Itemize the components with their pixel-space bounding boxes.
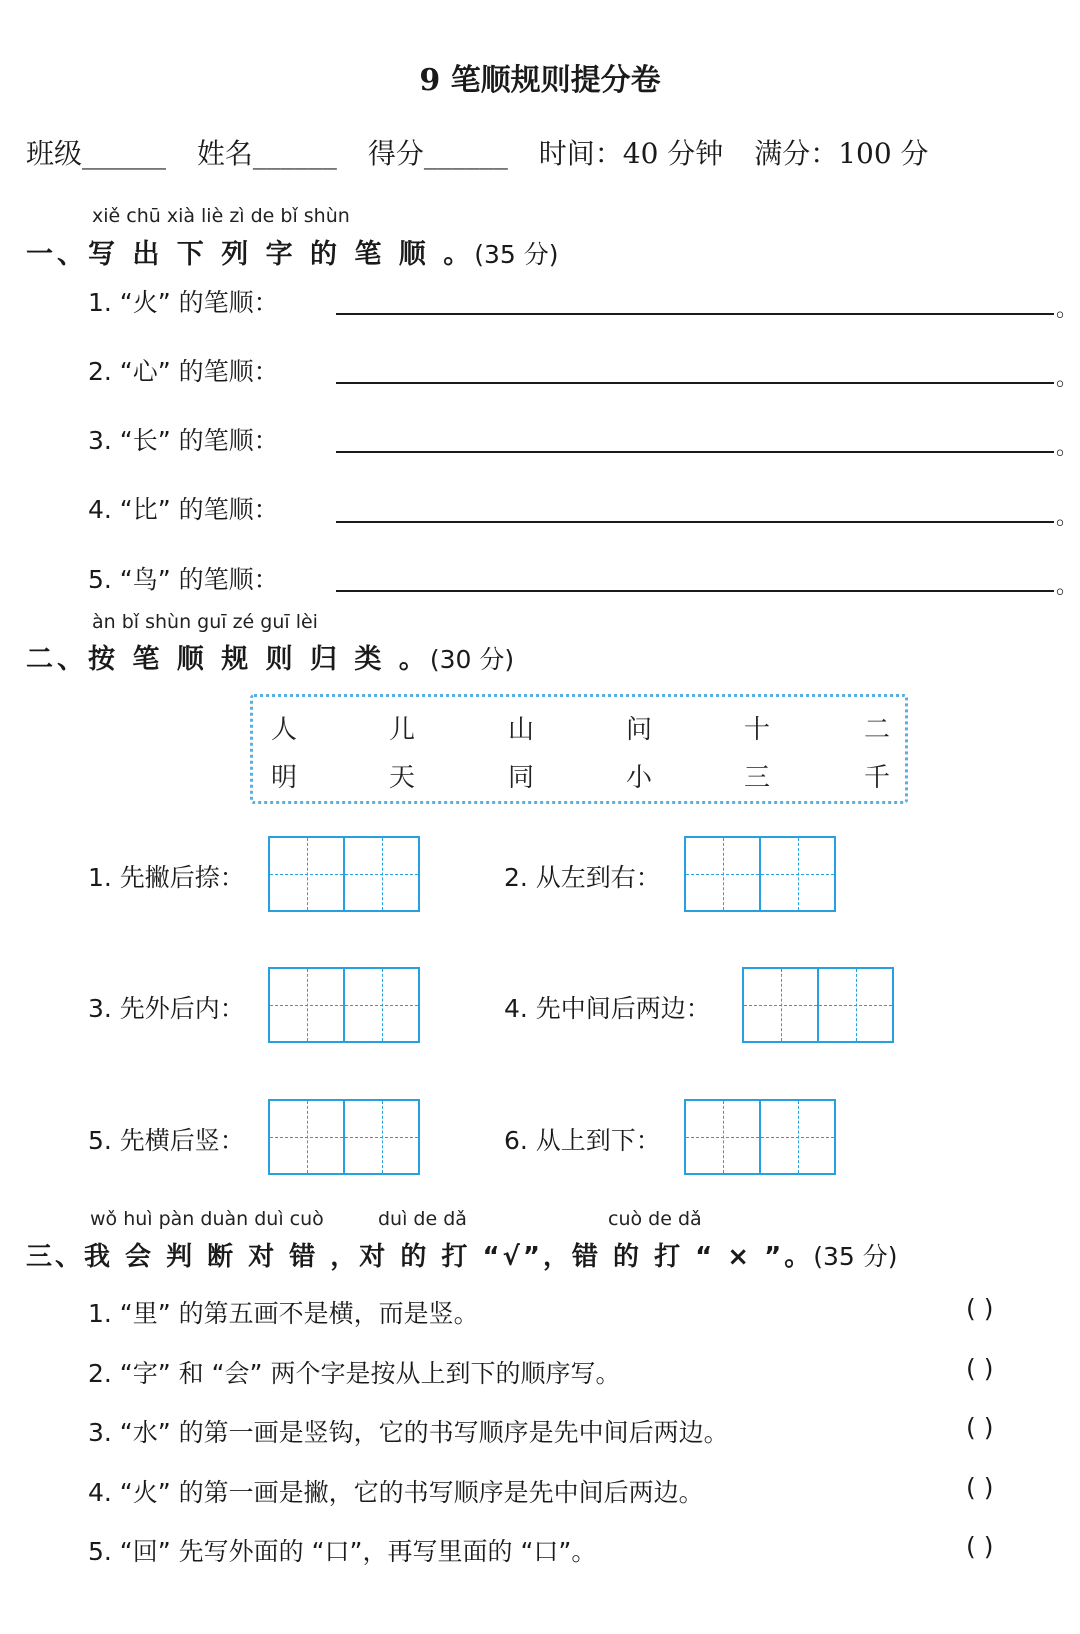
section1-heading [26,232,558,271]
class-field[interactable]: 班级______ [26,137,167,170]
section3-pinyin-1: wǒ huì pàn duàn duì cuò [90,1208,324,1230]
rule-4-grid[interactable] [742,967,894,1043]
s3-question-2: 2. “字” 和 “会” 两个字是按从上到下的顺序写。 [88,1359,621,1388]
s3-question-1: 1. “里” 的第五画不是横，而是竖。 [88,1299,479,1328]
section3-pinyin-3: cuò de dǎ [608,1208,702,1230]
rule-4-label: 4. 先中间后两边： [504,994,711,1023]
section1-pinyin: xiě chū xià liè zì de bǐ shùn [92,205,350,227]
s1-answer-line-5[interactable] [336,590,1054,592]
page-title: 9 笔顺规则提分卷 [419,63,661,98]
s1-answer-line-1[interactable] [336,313,1054,315]
section3-score: (35 分) [813,1242,898,1271]
char-r2-1: 明 [271,763,298,793]
s3-answer-paren-3[interactable]: ( ) [966,1413,994,1442]
rule-5-label: 5. 先横后竖： [88,1126,245,1155]
full-score-info: 满分：100 分 [754,137,929,170]
rule-1-label: 1. 先撇后捺： [88,863,245,892]
rule-1-grid[interactable] [268,836,420,912]
s3-answer-paren-4[interactable]: ( ) [966,1473,994,1502]
char-r1-4: 问 [626,715,653,745]
s1-answer-line-2[interactable] [336,382,1054,384]
s1-question-5: 5. “鸟” 的笔顺： [88,565,279,594]
char-r1-5: 十 [744,715,771,745]
char-r1-2: 儿 [389,715,416,745]
rule-3-label: 3. 先外后内： [88,994,245,1023]
s1-end-mark-2: 。 [1056,366,1079,391]
s1-answer-line-3[interactable] [336,451,1054,453]
s1-end-mark-1: 。 [1056,297,1079,322]
section2-heading [26,637,514,676]
char-r1-6: 二 [864,715,891,745]
student-info [26,132,951,172]
section3-heading [26,1236,897,1273]
s1-question-4: 4. “比” 的笔顺： [88,495,279,524]
char-r2-4: 小 [626,763,653,793]
section3-heading-text: 三、我 会 判 断 对 错 ，对 的 打 “√”，错 的 打 “ × ”。 [26,1242,814,1272]
rule-6-label: 6. 从上到下： [504,1126,661,1155]
char-r2-2: 天 [389,763,416,793]
section3-pinyin-2: duì de dǎ [378,1208,467,1230]
rule-3-grid[interactable] [268,967,420,1043]
rule-2-label: 2. 从左到右： [504,863,661,892]
section2-score: (30 分) [429,645,515,674]
s3-question-4: 4. “火” 的第一画是撇，它的书写顺序是先中间后两边。 [88,1478,704,1507]
s3-answer-paren-1[interactable]: ( ) [966,1294,994,1323]
section1-score: (35 分) [474,240,559,269]
s1-end-mark-3: 。 [1056,435,1079,460]
char-r2-3: 同 [508,763,535,793]
s3-answer-paren-5[interactable]: ( ) [966,1532,994,1561]
char-r1-1: 人 [271,715,298,745]
s1-question-3: 3. “长” 的笔顺： [88,426,279,455]
rule-5-grid[interactable] [268,1099,420,1175]
s1-question-1: 1. “火” 的笔顺： [88,288,279,317]
char-r2-6: 千 [864,763,891,793]
s1-end-mark-4: 。 [1056,505,1079,530]
section2-heading-text: 二、按 笔 顺 规 则 归 类 。 [26,644,430,675]
section1-heading-text: 一、写 出 下 列 字 的 笔 顺 。 [26,239,475,270]
name-field[interactable]: 姓名______ [196,137,337,170]
character-box [250,694,908,804]
s3-question-3: 3. “水” 的第一画是竖钩，它的书写顺序是先中间后两边。 [88,1418,729,1447]
rule-6-grid[interactable] [684,1099,836,1175]
char-r2-5: 三 [744,763,771,793]
s3-answer-paren-2[interactable]: ( ) [966,1354,994,1383]
time-info: 时间：40 分钟 [538,137,724,170]
s1-question-2: 2. “心” 的笔顺： [88,357,279,386]
s3-question-5: 5. “回” 先写外面的 “口”，再写里面的 “口”。 [88,1537,597,1566]
char-r1-3: 山 [508,715,535,745]
rule-2-grid[interactable] [684,836,836,912]
section2-pinyin: àn bǐ shùn guī zé guī lèi [92,611,318,633]
s1-answer-line-4[interactable] [336,521,1054,523]
s1-end-mark-5: 。 [1056,574,1079,599]
score-field[interactable]: 得分______ [367,137,508,170]
